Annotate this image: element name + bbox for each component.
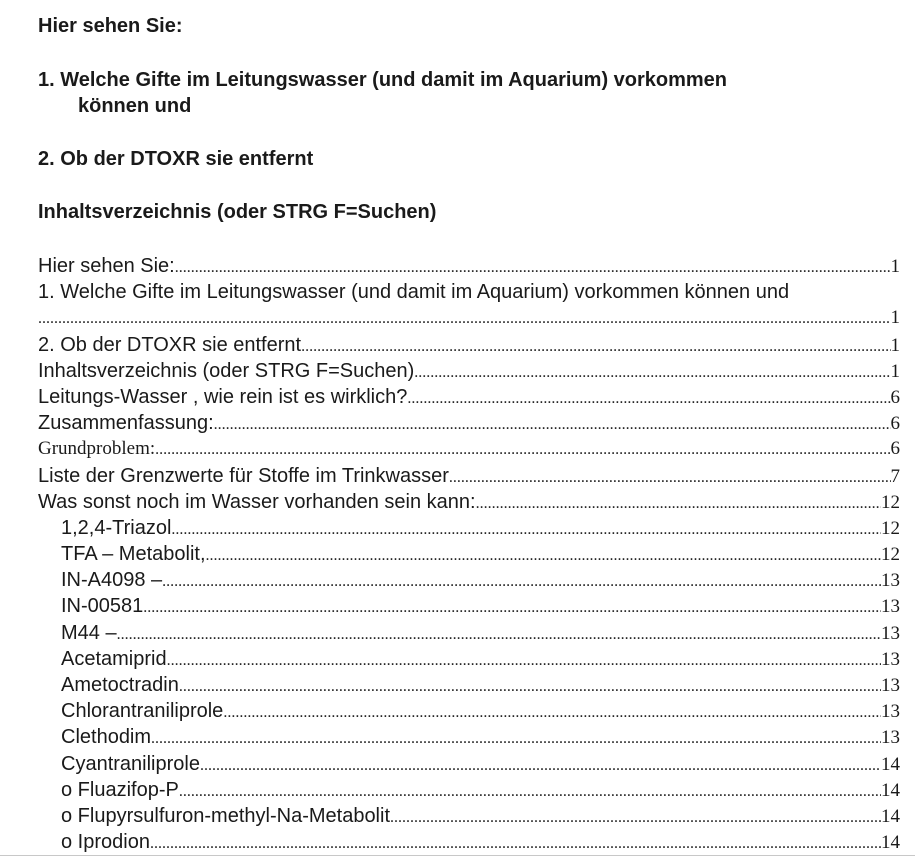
heading-point-1-line-2: können und (78, 95, 192, 117)
toc-entry-page: 13 (881, 727, 900, 749)
toc-leader-dots (390, 805, 881, 829)
toc-entry-inhaltsverzeichnis[interactable] (38, 358, 900, 384)
toc-entry-in-a4098[interactable] (38, 567, 900, 593)
toc-entry-title: Clethodim (61, 726, 152, 749)
toc-entry-page: 1 (890, 256, 900, 277)
heading-point-1-line-1: 1. Welche Gifte im Leitungswasser (und damit im Aquarium) vorkommen (38, 69, 728, 91)
heading-point-2: 2. Ob der DTOXR sie entfernt (38, 148, 314, 170)
toc-entry-page: 1 (890, 307, 900, 329)
toc-entry-title: TFA – Metabolit, (61, 543, 206, 566)
toc-leader-dots (200, 753, 881, 777)
toc-entry-dtoxr[interactable] (38, 332, 900, 358)
toc-entry-title: o Fluazifop-P (61, 778, 179, 801)
table-of-contents (38, 253, 900, 855)
toc-entry-title: IN-00581 (61, 595, 144, 618)
toc-entry-page: 6 (890, 413, 900, 435)
toc-entry-title: Acetamiprid (61, 647, 167, 670)
toc-entry-page: 14 (881, 832, 900, 854)
toc-leader-dots (223, 700, 881, 724)
toc-leader-dots (155, 437, 890, 462)
toc-leader-dots (414, 360, 890, 384)
toc-leader-dots (476, 491, 881, 515)
toc-entry-title: Inhaltsverzeichnis (oder STRG F=Suchen) (38, 359, 415, 382)
toc-entry-grundproblem[interactable] (38, 436, 900, 462)
toc-entry-title: Grundproblem: (38, 438, 156, 460)
toc-entry-title: Ametoctradin (61, 674, 179, 697)
toc-entry-title: 2. Ob der DTOXR sie entfernt (38, 333, 302, 356)
toc-entry-page: 13 (881, 570, 900, 592)
toc-leader-dots (167, 648, 881, 672)
toc-leader-dots (143, 595, 881, 619)
toc-entry-title: 1. Welche Gifte im Leitungswasser (und damit im Aquarium) vorkommen können und (38, 281, 790, 304)
toc-leader-dots (171, 517, 881, 541)
toc-entry-cyantraniliprole[interactable] (38, 751, 900, 777)
toc-entry-grenzwerte[interactable] (38, 463, 900, 489)
toc-leader-dots (206, 543, 881, 567)
toc-entry-page: 13 (881, 675, 900, 697)
heading-point-1 (38, 67, 898, 119)
toc-entry-page: 13 (881, 701, 900, 723)
toc-leader-dots (151, 726, 881, 750)
toc-entry-page: 6 (890, 386, 900, 408)
toc-leader-dots (407, 386, 890, 410)
toc-entry-page: 1 (890, 360, 900, 382)
heading-intro: Hier sehen Sie: (38, 15, 183, 37)
toc-leader-dots (179, 779, 881, 803)
toc-entry-chlorantraniliprole[interactable] (38, 698, 900, 724)
toc-leader-dots (117, 622, 881, 646)
toc-leader-dots (175, 255, 891, 279)
toc-entry-page: 12 (881, 517, 900, 539)
toc-entry-page: 14 (881, 779, 900, 801)
toc-entry-page: 7 (890, 465, 900, 487)
toc-entry-triazol[interactable] (38, 515, 900, 541)
toc-entry-title: M44 – (61, 621, 117, 644)
toc-entry-page: 1 (890, 334, 900, 356)
toc-leader-dots (179, 674, 881, 698)
toc-entry-title: o Flupyrsulfuron-methyl-Na-Metabolit (61, 804, 391, 827)
toc-entry-page: 12 (881, 544, 900, 566)
toc-entry-tfa-metabolit[interactable] (38, 541, 900, 567)
toc-leader-dots (214, 412, 891, 436)
toc-entry-was-sonst-noch[interactable] (38, 489, 900, 515)
toc-entry-in-00581[interactable] (38, 593, 900, 619)
toc-entry-flupyrsulfuron[interactable] (38, 803, 900, 829)
toc-entry-title: Hier sehen Sie: (38, 255, 175, 277)
toc-leader-dots (38, 306, 891, 331)
toc-entry-title: Chlorantraniliprole (61, 700, 224, 723)
toc-leader-dots (449, 465, 891, 489)
toc-entry-title: Liste der Grenzwerte für Stoffe im Trinkwasser (38, 464, 449, 487)
toc-entry-title: Leitungs-Wasser , wie rein ist es wirklich? (38, 385, 408, 408)
toc-entry-page: 12 (881, 491, 900, 513)
toc-entry-page: 13 (881, 622, 900, 644)
toc-entry-clethodim[interactable] (38, 724, 900, 750)
toc-entry-title: o Iprodion (61, 831, 150, 854)
toc-entry-page: 13 (881, 596, 900, 618)
toc-entry-ametoctradin[interactable] (38, 672, 900, 698)
toc-leader-dots (301, 334, 890, 358)
toc-entry-page: 14 (881, 805, 900, 827)
toc-entry-fluazifop-p[interactable] (38, 777, 900, 803)
toc-leader-dots (162, 569, 881, 593)
toc-entry-page: 14 (881, 753, 900, 775)
toc-entry-title: Zusammenfassung: (38, 412, 214, 435)
toc-entry-acetamiprid[interactable] (38, 646, 900, 672)
toc-entry-welche-gifte[interactable] (38, 279, 900, 331)
heading-toc: Inhaltsverzeichnis (oder STRG F=Suchen) (38, 201, 437, 223)
toc-entry-page: 13 (881, 648, 900, 670)
toc-leader-dots (150, 831, 881, 855)
toc-entry-hier-sehen-sie[interactable] (38, 253, 900, 279)
toc-entry-title: Cyantraniliprole (61, 752, 200, 775)
toc-entry-m44[interactable] (38, 620, 900, 646)
page-bottom-divider (0, 855, 915, 856)
toc-entry-page: 6 (890, 438, 900, 460)
toc-entry-title: Was sonst noch im Wasser vorhanden sein kann: (38, 490, 476, 513)
toc-entry-iprodion[interactable] (38, 829, 900, 855)
toc-entry-zusammenfassung[interactable] (38, 410, 900, 436)
toc-entry-leitungs-wasser[interactable] (38, 384, 900, 410)
toc-entry-title: 1,2,4-Triazol (61, 516, 172, 539)
toc-entry-title: IN-A4098 – (61, 569, 163, 592)
